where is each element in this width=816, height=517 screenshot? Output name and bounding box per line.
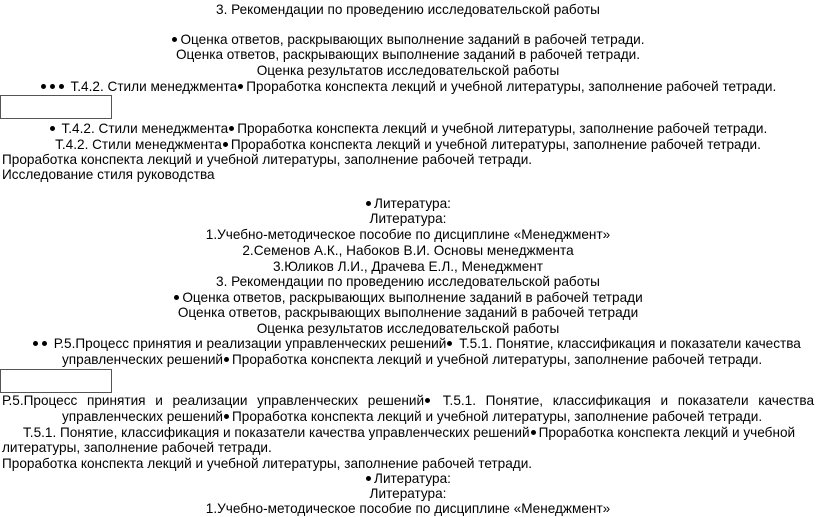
bullet-icon (238, 84, 243, 89)
bullet-icon (59, 84, 64, 89)
text-line (62, 409, 762, 425)
text-line: Проработка конспекта лекций и учебной литературы, заполнение рабочей тетради. (2, 456, 533, 471)
bullet-icon (174, 295, 179, 300)
bullet-item (0, 121, 816, 137)
text: Проработка конспекта лекций и учебной (538, 425, 796, 440)
bullet-icon (447, 341, 452, 346)
text-line: Оценка результатов исследовательской работы (256, 63, 560, 78)
bullet-icon (50, 84, 55, 89)
bullet-icon (425, 398, 430, 403)
text-line: Исследование стиля руководства (2, 167, 215, 182)
bullet-item (32, 336, 801, 352)
text: Т.5.1. Понятие, классификация и показатели качества (459, 336, 801, 351)
text: Т.4.2. Стили менеджмента (61, 121, 229, 136)
text: управленческих решений (62, 352, 224, 367)
text-line: 1.Учебно-методическое пособие по дисциплине «Менеджмент» (205, 227, 611, 242)
text: Литература: (374, 196, 451, 211)
empty-box (0, 95, 112, 119)
text: Литература: (374, 471, 451, 486)
text: Т.4.2. Стили менеджмента (55, 137, 222, 152)
empty-box (0, 369, 112, 393)
text-line: 2.Семенов А.К., Набоков В.И. Основы менеджмента (242, 243, 574, 258)
text-line: Проработка конспекта лекций и учебной литературы, заполнение рабочей тетради. (2, 152, 533, 167)
bullet-item (0, 290, 816, 306)
section-heading: 3. Рекомендации по проведению исследовательской работы (216, 274, 600, 289)
text-line (0, 137, 816, 153)
text-line: Оценка ответов, раскрывающих выполнение заданий в рабочей тетради. (175, 47, 641, 62)
bullet-icon (531, 430, 536, 435)
bullet-icon (172, 37, 177, 42)
text: Проработка конспекта лекций и учебной литературы, заполнение рабочей тетради. (232, 352, 763, 367)
text: Проработка конспекта лекций и учебной литературы, заполнение рабочей тетради. (230, 137, 761, 152)
bullet-item (0, 471, 816, 487)
bullet-icon (41, 84, 46, 89)
text-line (2, 393, 814, 409)
text-line: 3.Юликов Л.И., Драчева Е.Л., Менеджмент (272, 259, 544, 274)
bullet-icon (50, 126, 55, 131)
bullet-icon (229, 126, 234, 131)
text: Р.5.Процесс принятия и реализации управленческих решений (53, 336, 447, 351)
bullet-icon (42, 341, 47, 346)
text: управленческих решений (62, 409, 224, 424)
bullet-icon (223, 142, 228, 147)
text: Т.5.1. Понятие, классификация и показатели качества (442, 393, 815, 408)
text: Т.5.1. Понятие, классификация и показатели качества управленческих решений (23, 425, 530, 440)
text-line: Оценка ответов, раскрывающих выполнение заданий в рабочей тетради (177, 305, 639, 320)
text: Проработка конспекта лекций и учебной литературы, заполнение рабочей тетради. (237, 121, 768, 136)
text: Оценка ответов, раскрывающих выполнение заданий в рабочей тетради. (180, 32, 645, 47)
text: Проработка конспекта лекций и учебной литературы, заполнение рабочей тетради. (232, 409, 763, 424)
text: Оценка ответов, раскрывающих выполнение заданий в рабочей тетради (182, 290, 643, 305)
bullet-icon (33, 341, 38, 346)
bullet-icon (366, 201, 371, 206)
bullet-icon (224, 414, 229, 419)
text-line (62, 352, 762, 368)
text-line: 1.Учебно-методическое пособие по дисциплине «Менеджмент» (205, 501, 611, 516)
text: Р.5.Процесс принятия и реализации управленческих решений (2, 393, 425, 408)
bullet-item (0, 196, 816, 212)
bullet-icon (366, 476, 371, 481)
text: Т.4.2. Стили менеджмента (70, 79, 238, 94)
text-line: Оценка результатов исследовательской работы (256, 321, 560, 336)
bullet-item (0, 79, 816, 95)
bullet-item (0, 32, 816, 48)
text-line: литературы, заполнение рабочей тетради. (2, 440, 272, 455)
text: Проработка конспекта лекций и учебной литературы, заполнение рабочей тетради. (246, 79, 777, 94)
bullet-icon (224, 357, 229, 362)
text-line: Литература: (369, 486, 447, 501)
text-line (23, 425, 795, 441)
section-heading: 3. Рекомендации по проведению исследовательской работы (216, 2, 600, 17)
text-line: Литература: (369, 211, 447, 226)
